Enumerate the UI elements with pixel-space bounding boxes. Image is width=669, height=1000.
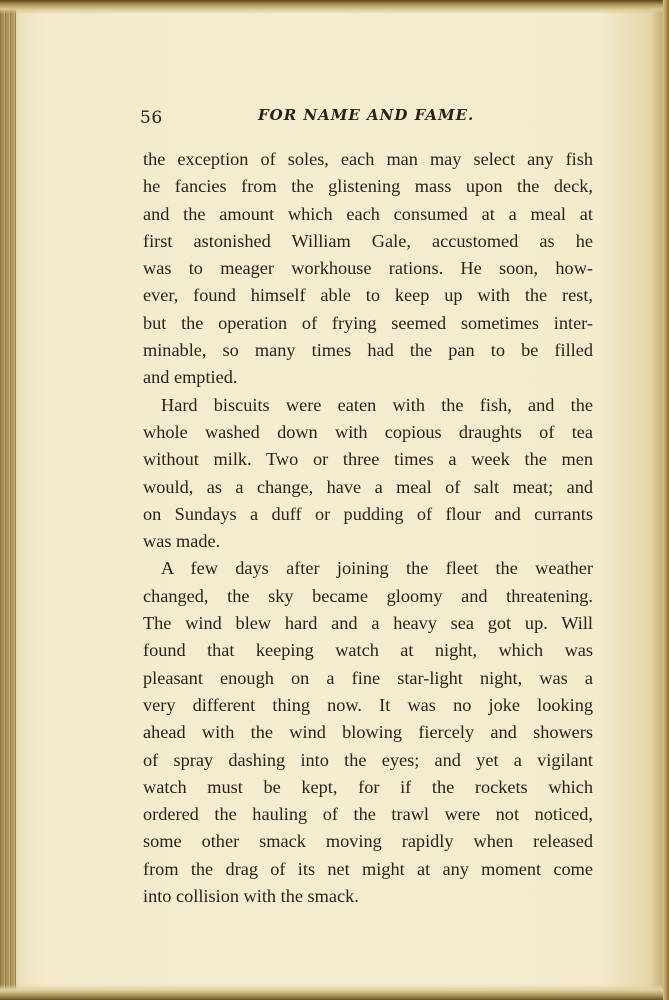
text-line: ordered the hauling of the trawl were not noticed,: [143, 804, 593, 825]
page-bottom-edge: [0, 984, 669, 1000]
text-line: would, as a change, have a meal of salt meat; and: [143, 476, 593, 497]
text-line: into collision with the smack.: [143, 886, 359, 907]
text-line: found that keeping watch at night, which was: [143, 640, 593, 661]
text-line: and emptied.: [143, 367, 238, 388]
text-line: without milk. Two or three times a week the men: [143, 449, 593, 470]
text-line: was made.: [143, 531, 221, 552]
text-line: A few days after joining the fleet the weather: [161, 558, 593, 579]
text-line: The wind blew hard and a heavy sea got up. Will: [143, 613, 593, 634]
page-top-edge: [0, 0, 669, 14]
text-line: was to meager workhouse rations. He soon, how-: [143, 258, 593, 279]
text-line: very different thing now. It was no joke looking: [143, 694, 593, 715]
text-line: he fancies from the glistening mass upon the deck,: [143, 176, 593, 197]
running-header: [140, 104, 596, 128]
text-line: on Sundays a duff or pudding of flour and currants: [143, 503, 593, 524]
text-line: ahead with the wind blowing fiercely and showers: [143, 722, 593, 743]
page-number: 56: [140, 108, 163, 128]
text-line: minable, so many times had the pan to be filled: [143, 340, 593, 361]
text-line: watch must be kept, for if the rockets which: [143, 776, 593, 797]
text-line: from the drag of its net might at any moment come: [143, 858, 593, 879]
text-line: ever, found himself able to keep up with the rest,: [143, 285, 593, 306]
text-line: first astonished William Gale, accustomed as he: [143, 230, 593, 251]
text-line: the exception of soles, each man may select any fish: [143, 149, 593, 169]
page-binding-edge: [0, 0, 16, 1000]
text-line: and the amount which each consumed at a meal at: [143, 203, 593, 224]
text-line: some other smack moving rapidly when released: [143, 831, 593, 852]
text-line: of spray dashing into the eyes; and yet a vigilant: [143, 749, 593, 770]
text-line: whole washed down with copious draughts of tea: [143, 421, 593, 442]
text-line: changed, the sky became gloomy and threatening.: [143, 585, 593, 606]
running-title: FOR NAME AND FAME.: [258, 106, 475, 124]
body-text: [143, 146, 593, 910]
text-line: but the operation of frying seemed sometimes inter-: [143, 312, 593, 333]
page-right-edge: [663, 0, 669, 1000]
text-line: Hard biscuits were eaten with the fish, and the: [161, 394, 593, 415]
text-line: pleasant enough on a fine star-light night, was a: [143, 667, 593, 688]
